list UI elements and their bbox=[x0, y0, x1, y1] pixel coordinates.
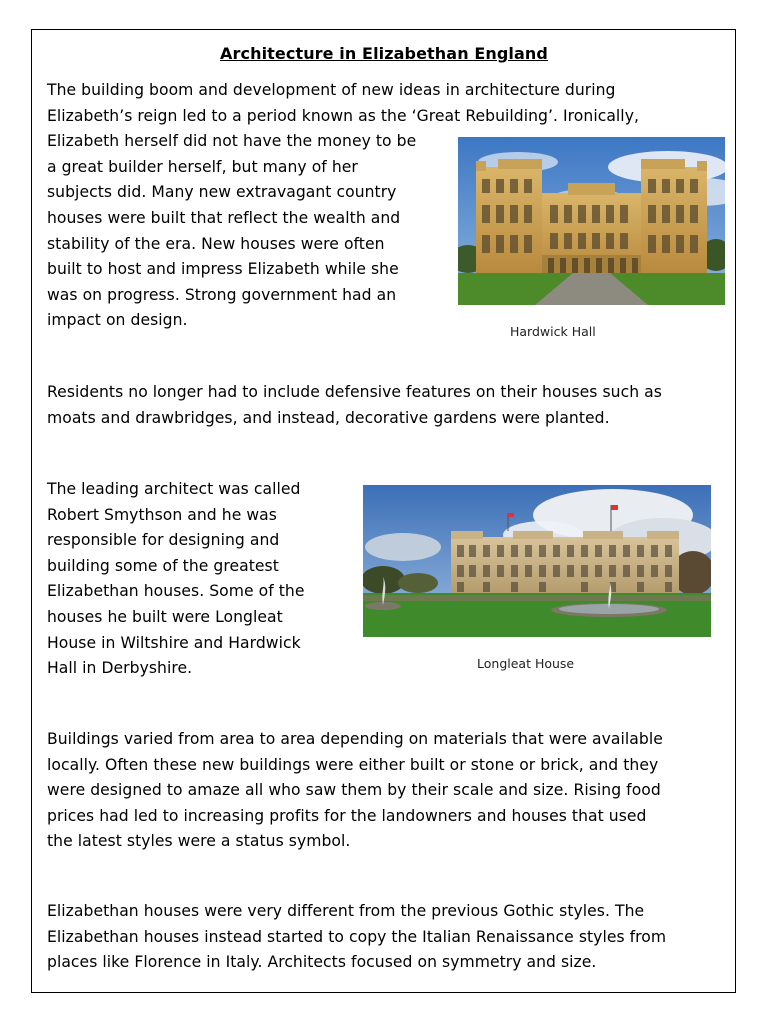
paragraph-renaissance-styles bbox=[47, 899, 666, 976]
text-line: impact on design. bbox=[47, 311, 188, 330]
text-line: built to host and impress Elizabeth while she bbox=[47, 260, 399, 279]
text-line: Elizabeth herself did not have the money to be bbox=[47, 132, 417, 151]
text-line: responsible for designing and bbox=[47, 531, 280, 550]
paragraph-robert-smythson bbox=[47, 477, 305, 682]
text-line: stability of the era. New houses were often bbox=[47, 234, 385, 253]
text-line: subjects did. Many new extravagant country bbox=[47, 183, 397, 202]
text-line: places like Florence in Italy. Architects focused on symmetry and size. bbox=[47, 953, 597, 972]
text-line: Residents no longer had to include defensive features on their houses such as bbox=[47, 383, 662, 401]
hardwick-hall-caption: Hardwick Hall bbox=[510, 324, 596, 339]
text-line: prices had led to increasing profits for the landowners and houses that used bbox=[47, 806, 647, 825]
text-line: houses he built were Longleat bbox=[47, 607, 283, 626]
text-line: building some of the greatest bbox=[47, 556, 279, 575]
text-line: Hall in Derbyshire. bbox=[47, 659, 193, 678]
text-line: the latest styles were a status symbol. bbox=[47, 832, 351, 851]
longleat-house-caption: Longleat House bbox=[477, 656, 575, 671]
text-line: locally. Often these new buildings were either built or stone or brick, and they bbox=[47, 755, 659, 774]
text-line: Elizabethan houses. Some of the bbox=[47, 582, 305, 601]
text-line: was on progress. Strong government had an bbox=[47, 285, 397, 304]
text-line: Buildings varied from area to area depending on materials that were available bbox=[47, 730, 663, 748]
text-line: The leading architect was called bbox=[47, 480, 301, 498]
text-line: The building boom and development of new ideas in architecture during bbox=[47, 81, 616, 99]
text-line: Robert Smythson and he was bbox=[47, 505, 277, 524]
paragraph-defensive-features bbox=[47, 380, 662, 431]
longleat-house-photo bbox=[363, 485, 711, 637]
page-title: Architecture in Elizabethan England bbox=[220, 44, 548, 63]
text-line: moats and drawbridges, and instead, decorative gardens were planted. bbox=[47, 408, 610, 427]
text-line: House in Wiltshire and Hardwick bbox=[47, 633, 301, 652]
hardwick-hall-photo bbox=[458, 137, 725, 305]
text-line: Elizabeth’s reign led to a period known as the ‘Great Rebuilding’. Ironically, bbox=[47, 106, 639, 125]
text-line: a great builder herself, but many of her bbox=[47, 157, 358, 176]
paragraph-building-materials bbox=[47, 727, 663, 855]
text-line: were designed to amaze all who saw them by their scale and size. Rising food bbox=[47, 781, 661, 800]
text-line: Elizabethan houses were very different from the previous Gothic styles. The bbox=[47, 902, 645, 920]
text-line: Elizabethan houses instead started to copy the Italian Renaissance styles from bbox=[47, 927, 667, 946]
text-line: houses were built that reflect the wealth and bbox=[47, 208, 401, 227]
